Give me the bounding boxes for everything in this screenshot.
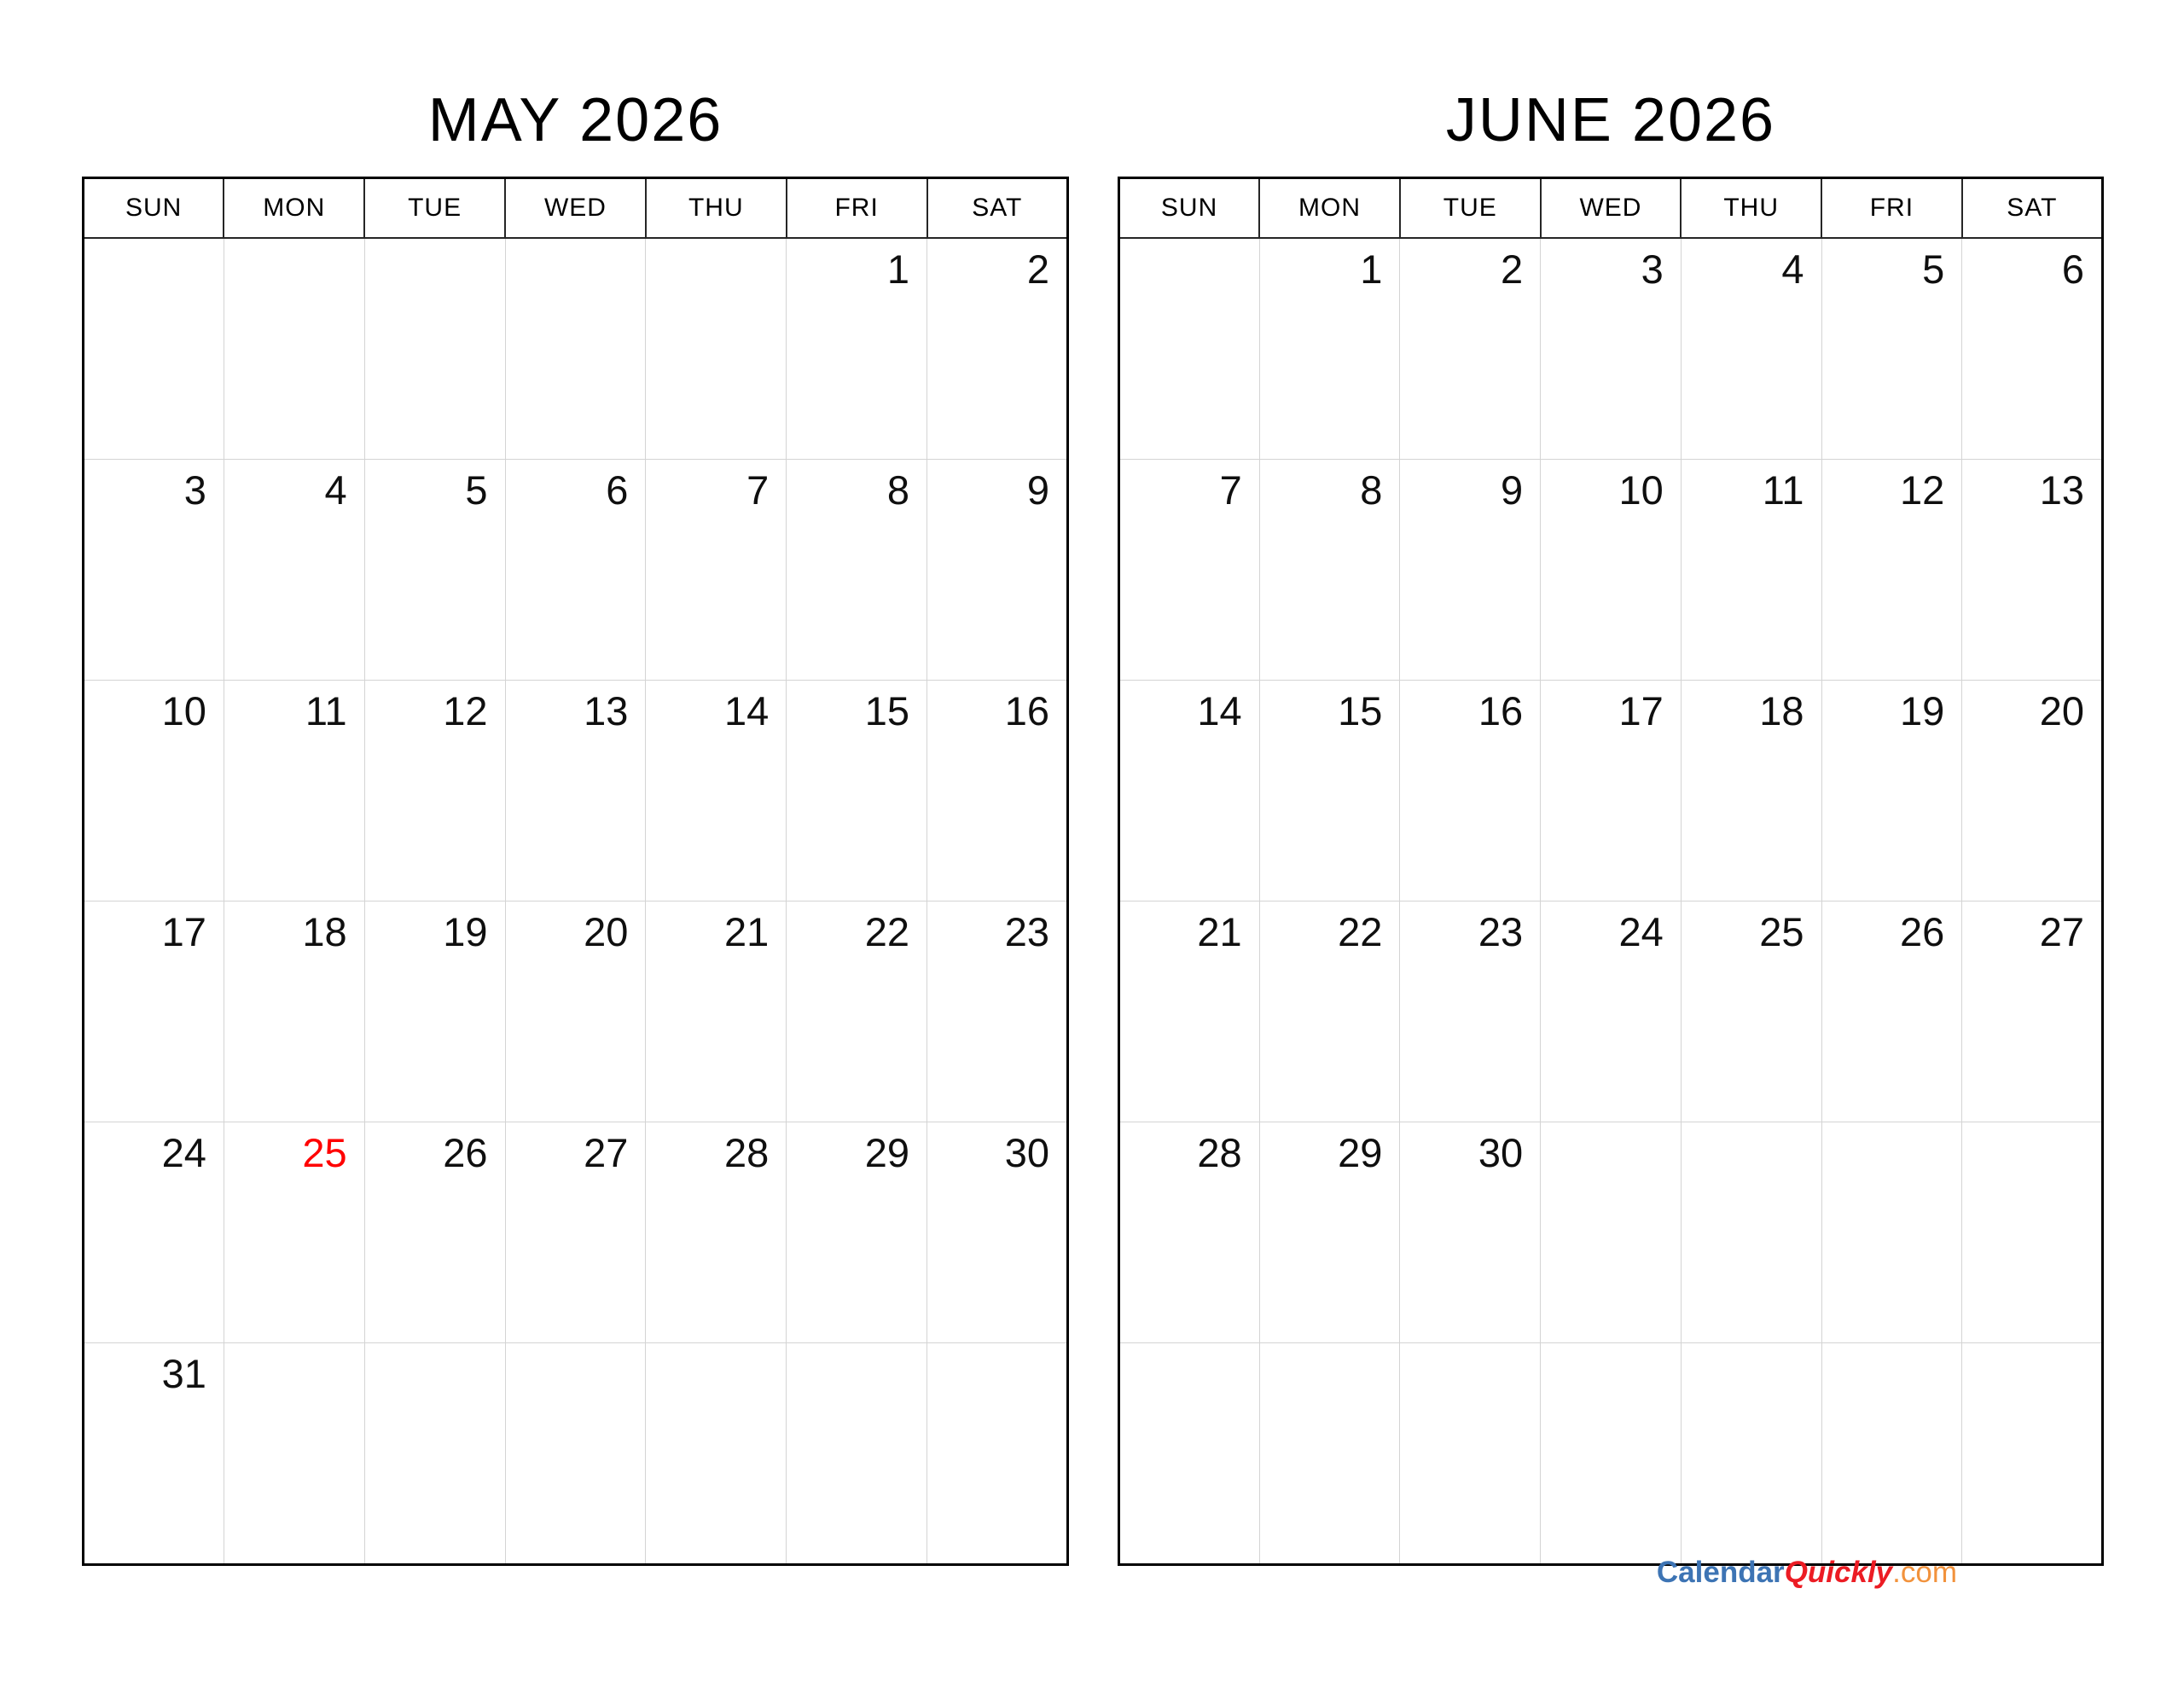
day-cell-30: 30	[927, 1122, 1068, 1343]
day-cell-19: 19	[1821, 681, 1962, 901]
day-cell-8: 8	[1259, 460, 1400, 681]
weekday-header-sun: SUN	[1119, 178, 1260, 239]
day-cell-20: 20	[505, 901, 646, 1122]
day-cell-1: 1	[787, 238, 927, 460]
day-cell-empty	[1821, 1343, 1962, 1565]
day-cell-6: 6	[505, 460, 646, 681]
day-cell-22: 22	[1259, 901, 1400, 1122]
day-cell-empty	[1259, 1343, 1400, 1565]
day-cell-26: 26	[1821, 901, 1962, 1122]
weekday-header-wed: WED	[505, 178, 646, 239]
weekday-header-fri: FRI	[1821, 178, 1962, 239]
days-grid	[84, 238, 1068, 1565]
day-cell-3: 3	[1541, 238, 1682, 460]
month-june-2026	[1118, 64, 2104, 1566]
day-cell-empty	[787, 1343, 927, 1565]
week-row	[1119, 1343, 2103, 1565]
day-cell-28: 28	[646, 1122, 787, 1343]
week-row	[1119, 901, 2103, 1122]
day-cell-4: 4	[224, 460, 364, 681]
weekday-header-mon: MON	[1259, 178, 1400, 239]
day-cell-29: 29	[787, 1122, 927, 1343]
week-row	[84, 1122, 1068, 1343]
day-cell-5: 5	[1821, 238, 1962, 460]
day-cell-23: 23	[927, 901, 1068, 1122]
week-row	[84, 460, 1068, 681]
week-row	[84, 901, 1068, 1122]
day-cell-10: 10	[1541, 460, 1682, 681]
day-cell-empty	[1541, 1343, 1682, 1565]
day-cell-empty	[1119, 1343, 1260, 1565]
day-cell-18: 18	[1681, 681, 1821, 901]
week-row	[84, 238, 1068, 460]
month-grid	[1118, 177, 2104, 1566]
day-cell-16: 16	[1400, 681, 1541, 901]
day-cell-empty	[505, 238, 646, 460]
day-cell-9: 9	[1400, 460, 1541, 681]
month-grid	[82, 177, 1069, 1566]
day-cell-24: 24	[1541, 901, 1682, 1122]
week-row	[84, 1343, 1068, 1565]
day-cell-empty	[364, 1343, 505, 1565]
weekday-header-thu: THU	[1681, 178, 1821, 239]
day-cell-23: 23	[1400, 901, 1541, 1122]
month-may-2026	[82, 64, 1069, 1566]
day-cell-12: 12	[1821, 460, 1962, 681]
day-cell-empty	[646, 238, 787, 460]
week-row	[1119, 460, 2103, 681]
day-cell-21: 21	[1119, 901, 1260, 1122]
day-cell-3: 3	[84, 460, 224, 681]
week-row	[84, 681, 1068, 901]
weekday-header-fri: FRI	[787, 178, 927, 239]
day-cell-empty	[364, 238, 505, 460]
day-cell-empty	[1681, 1343, 1821, 1565]
day-cell-27: 27	[505, 1122, 646, 1343]
day-cell-20: 20	[1962, 681, 2103, 901]
day-cell-16: 16	[927, 681, 1068, 901]
day-cell-11: 11	[1681, 460, 1821, 681]
day-cell-25: 25	[1681, 901, 1821, 1122]
day-cell-15: 15	[1259, 681, 1400, 901]
day-cell-26: 26	[364, 1122, 505, 1343]
day-cell-19: 19	[364, 901, 505, 1122]
days-grid	[1119, 238, 2103, 1565]
day-cell-empty	[224, 1343, 364, 1565]
logo-text-quickly: Quickly	[1784, 1556, 1893, 1589]
weekday-header-row	[1119, 178, 2103, 239]
month-title: JUNE 2026	[1445, 86, 1776, 154]
calendarquickly-logo[interactable]	[1657, 1556, 1957, 1590]
weekday-header-mon: MON	[224, 178, 364, 239]
day-cell-12: 12	[364, 681, 505, 901]
day-cell-6: 6	[1962, 238, 2103, 460]
day-cell-2: 2	[1400, 238, 1541, 460]
weekday-header-sun: SUN	[84, 178, 224, 239]
day-cell-5: 5	[364, 460, 505, 681]
day-cell-empty	[646, 1343, 787, 1565]
day-cell-empty	[1962, 1343, 2103, 1565]
day-cell-empty	[1962, 1122, 2103, 1343]
day-cell-13: 13	[1962, 460, 2103, 681]
weekday-header-wed: WED	[1541, 178, 1682, 239]
weekday-header-sat: SAT	[1962, 178, 2103, 239]
day-cell-17: 17	[1541, 681, 1682, 901]
day-cell-1: 1	[1259, 238, 1400, 460]
day-cell-30: 30	[1400, 1122, 1541, 1343]
week-row	[1119, 681, 2103, 901]
day-cell-empty	[224, 238, 364, 460]
day-cell-4: 4	[1681, 238, 1821, 460]
day-cell-29: 29	[1259, 1122, 1400, 1343]
day-cell-10: 10	[84, 681, 224, 901]
day-cell-7: 7	[646, 460, 787, 681]
weekday-header-row	[84, 178, 1068, 239]
day-cell-empty	[1400, 1343, 1541, 1565]
logo-text-calendar: Calendar	[1656, 1556, 1785, 1589]
day-cell-24: 24	[84, 1122, 224, 1343]
day-cell-13: 13	[505, 681, 646, 901]
week-row	[1119, 1122, 2103, 1343]
day-cell-empty	[84, 238, 224, 460]
day-cell-28: 28	[1119, 1122, 1260, 1343]
weekday-header-sat: SAT	[927, 178, 1068, 239]
day-cell-2: 2	[927, 238, 1068, 460]
day-cell-empty	[1681, 1122, 1821, 1343]
day-cell-22: 22	[787, 901, 927, 1122]
day-cell-empty	[505, 1343, 646, 1565]
day-cell-empty	[1541, 1122, 1682, 1343]
day-cell-14: 14	[1119, 681, 1260, 901]
month-title: MAY 2026	[427, 86, 723, 154]
day-cell-7: 7	[1119, 460, 1260, 681]
day-cell-18: 18	[224, 901, 364, 1122]
day-cell-9: 9	[927, 460, 1068, 681]
weekday-header-thu: THU	[646, 178, 787, 239]
day-cell-31: 31	[84, 1343, 224, 1565]
day-cell-17: 17	[84, 901, 224, 1122]
day-cell-14: 14	[646, 681, 787, 901]
weekday-header-tue: TUE	[364, 178, 505, 239]
day-cell-21: 21	[646, 901, 787, 1122]
day-cell-empty	[1821, 1122, 1962, 1343]
day-cell-11: 11	[224, 681, 364, 901]
logo-text-com: .com	[1892, 1556, 1957, 1589]
day-cell-empty	[927, 1343, 1068, 1565]
weekday-header-tue: TUE	[1400, 178, 1541, 239]
day-cell-25-highlighted: 25	[224, 1122, 364, 1343]
week-row	[1119, 238, 2103, 460]
day-cell-27: 27	[1962, 901, 2103, 1122]
day-cell-15: 15	[787, 681, 927, 901]
day-cell-empty	[1119, 238, 1260, 460]
day-cell-8: 8	[787, 460, 927, 681]
